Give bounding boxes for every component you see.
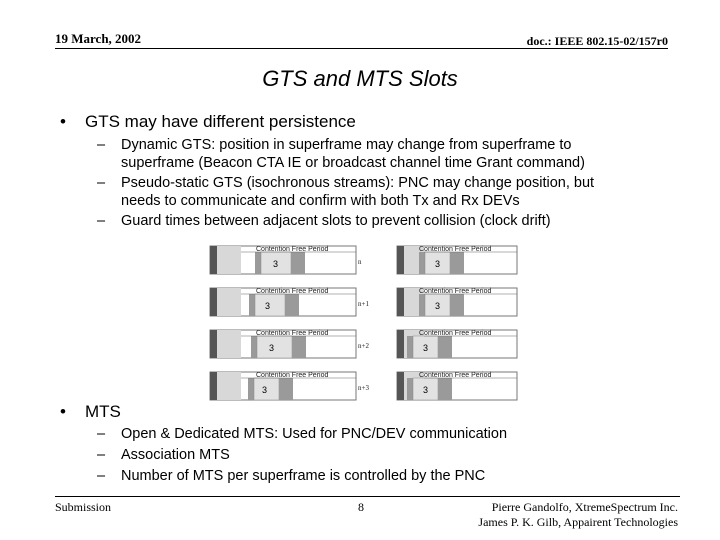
beacon-period — [397, 288, 404, 316]
sub-item-line: superframe (Beacon CTA IE or broadcast channel time Grant command) — [121, 155, 585, 171]
cfp-label: Contention Free Period — [419, 372, 492, 379]
superframe-index-label: n+2 — [358, 342, 369, 350]
contention-access-period — [217, 288, 241, 316]
adjacent-slot — [438, 378, 452, 400]
gts-slot-label: 3 — [435, 259, 441, 269]
gts-slot-label: 3 — [265, 301, 271, 311]
superframe-index-label: n+3 — [358, 384, 369, 392]
gts-slot-label: 3 — [269, 343, 275, 353]
footer-author-line: James P. K. Gilb, Appairent Technologies — [478, 515, 678, 529]
footer-authors — [478, 500, 678, 530]
cfp-label: Contention Free Period — [256, 372, 329, 379]
bullet-mts: MTS — [85, 402, 121, 421]
footer-submission: Submission — [55, 500, 112, 514]
adjacent-slot — [285, 294, 299, 316]
sub-item-line: Association MTS — [121, 447, 230, 463]
cfp-label: Contention Free Period — [419, 330, 492, 337]
superframe-index-label: n+1 — [358, 300, 369, 308]
header-doc-id: doc.: IEEE 802.15-02/157r0 — [526, 34, 668, 48]
cfp-label: Contention Free Period — [419, 288, 492, 295]
gts-slot — [257, 336, 292, 358]
footer-rule — [55, 496, 680, 497]
sub-item-line: Guard times between adjacent slots to prevent collision (clock drift) — [121, 213, 551, 229]
dash-marker: – — [97, 213, 106, 229]
dash-marker: – — [97, 137, 106, 153]
sub-item-line: needs to communicate and confirm with both Tx and Rx DEVs — [121, 193, 520, 209]
cfp-label: Contention Free Period — [256, 288, 329, 295]
sub-item-line: Dynamic GTS: position in superframe may change from superframe to — [121, 137, 572, 153]
dash-marker: – — [97, 426, 106, 442]
guard-time — [255, 252, 261, 274]
cfp-label: Contention Free Period — [419, 246, 492, 253]
beacon-period — [210, 288, 217, 316]
guard-time — [419, 294, 425, 316]
superframe-index-label: n — [358, 258, 362, 266]
beacon-period — [397, 246, 404, 274]
gts-slot-label: 3 — [262, 385, 268, 395]
contention-access-period — [217, 330, 241, 358]
beacon-period — [210, 330, 217, 358]
adjacent-slot — [279, 378, 293, 400]
beacon-period — [397, 372, 404, 400]
guard-time — [248, 378, 254, 400]
contention-access-period — [217, 246, 241, 274]
guard-time — [407, 378, 413, 400]
adjacent-slot — [291, 252, 305, 274]
gts-slot-label: 3 — [423, 343, 429, 353]
beacon-period — [210, 372, 217, 400]
page-number: 8 — [358, 500, 364, 514]
sub-item-line: Open & Dedicated MTS: Used for PNC/DEV communication — [121, 426, 508, 442]
header-date: 19 March, 2002 — [55, 31, 142, 46]
guard-time — [419, 252, 425, 274]
sub-item-line: Pseudo-static GTS (isochronous streams): PNC may change position, but — [121, 175, 595, 191]
bullet-gts: GTS may have different persistence — [85, 112, 356, 131]
sub-item-line: Number of MTS per superframe is controlled by the PNC — [121, 468, 486, 484]
bullet-marker: • — [60, 112, 66, 131]
contention-access-period — [217, 372, 241, 400]
slide-title: GTS and MTS Slots — [262, 66, 458, 91]
gts-slot-label: 3 — [273, 259, 279, 269]
cfp-label: Contention Free Period — [256, 330, 329, 337]
guard-time — [407, 336, 413, 358]
dash-marker: – — [97, 175, 106, 191]
dash-marker: – — [97, 468, 106, 484]
dash-marker: – — [97, 447, 106, 463]
guard-time — [249, 294, 255, 316]
adjacent-slot — [438, 336, 452, 358]
beacon-period — [210, 246, 217, 274]
adjacent-slot — [450, 252, 464, 274]
gts-slot-label: 3 — [423, 385, 429, 395]
guard-time — [251, 336, 257, 358]
adjacent-slot — [292, 336, 306, 358]
gts-slot-label: 3 — [435, 301, 441, 311]
bullet-marker: • — [60, 402, 66, 421]
footer-author-line: Pierre Gandolfo, XtremeSpectrum Inc. — [491, 500, 678, 514]
beacon-period — [397, 330, 404, 358]
cfp-label: Contention Free Period — [256, 246, 329, 253]
adjacent-slot — [450, 294, 464, 316]
